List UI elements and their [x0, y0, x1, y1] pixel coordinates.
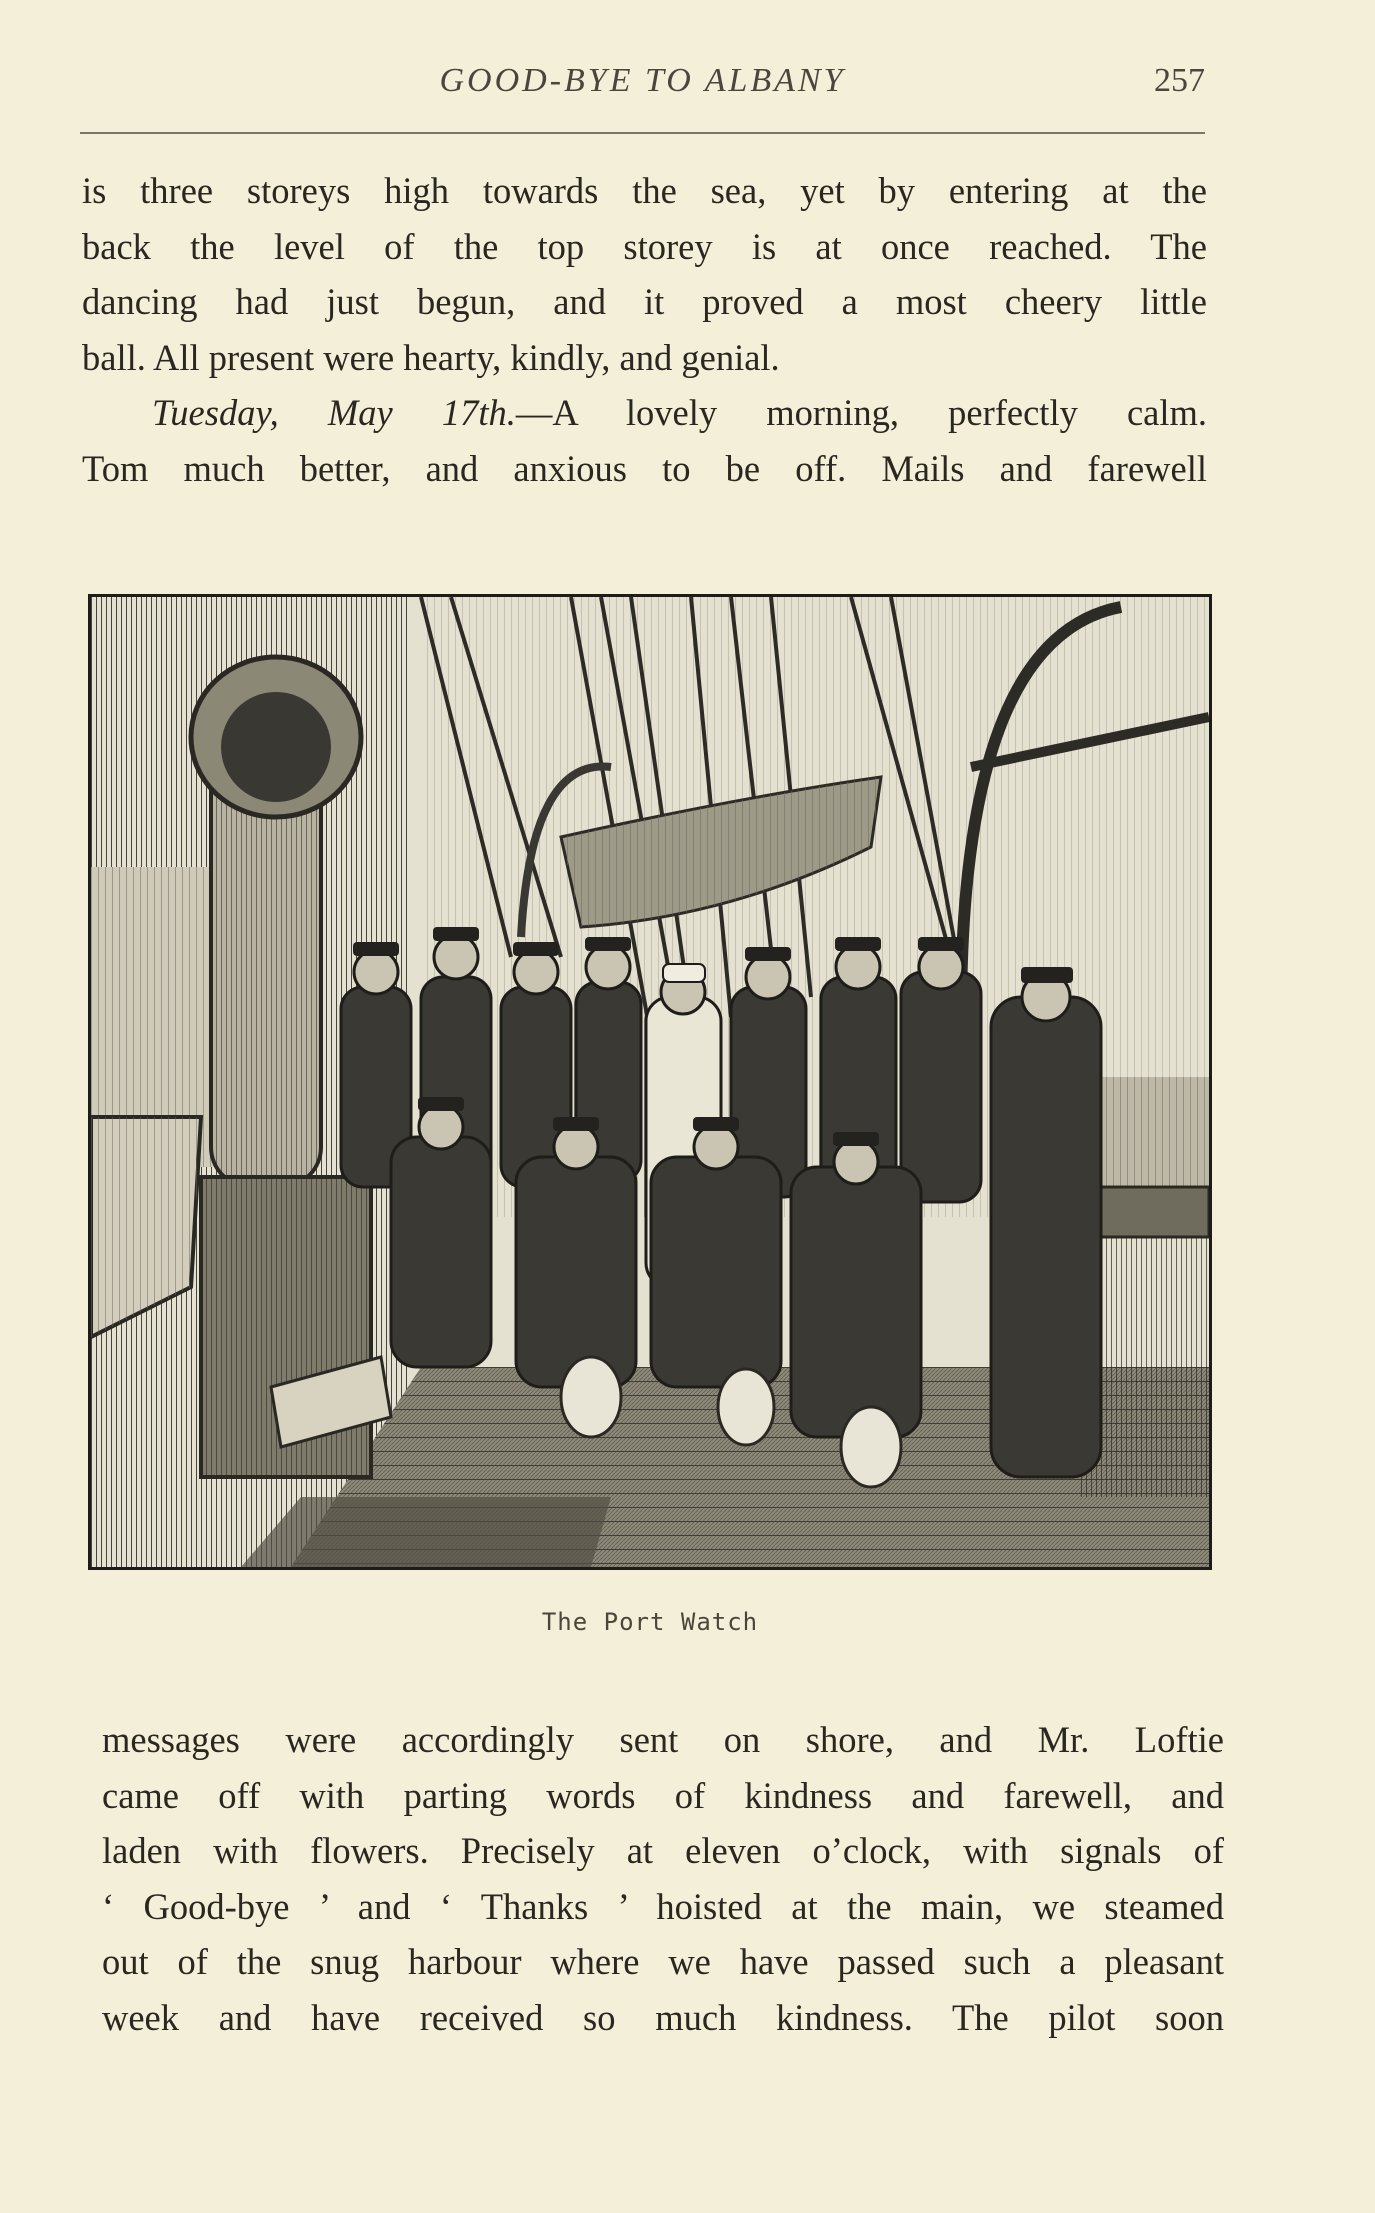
text-line: Tom much better, and anxious to be off. Mails and farewell [82, 447, 1207, 489]
illustration-port-watch [88, 594, 1212, 1570]
text-line: week and have received so much kindness. The pilot soon [102, 1996, 1224, 2038]
running-head [80, 62, 1205, 112]
text-line: is three storeys high towards the sea, yet by entering at the [82, 170, 1207, 211]
engraving-illustration [91, 597, 1209, 1567]
text-line: ball. All present were hearty, kindly, and genial. [82, 336, 780, 378]
paragraph-top [82, 163, 1207, 496]
paragraph-bottom [102, 1712, 1224, 2045]
text-line: messages were accordingly sent on shore, and Mr. Loftie [102, 1719, 1224, 1760]
running-title: GOOD-BYE TO ALBANY [439, 62, 846, 99]
entry-date: Tuesday, May [152, 392, 393, 433]
entry-text: —A lovely morning, perfectly calm. [515, 392, 1207, 433]
text-line: back the level of the top storey is at once reached. The [82, 225, 1207, 267]
text-line: dancing had just begun, and it proved a most cheery little [82, 281, 1207, 322]
text-line: laden with flowers. Precisely at eleven o’clock, with signals of [102, 1830, 1224, 1871]
page-number: 257 [1154, 62, 1205, 99]
figure-caption: The Port Watch [541, 1608, 759, 1636]
text-line: came off with parting words of kindness and farewell, and [102, 1774, 1224, 1816]
entry-date-number: 17th. [441, 392, 516, 433]
text-line: ‘ Good-bye ’ and ‘ Thanks ’ hoisted at the main, we steamed [102, 1885, 1224, 1927]
text-line: out of the snug harbour where we have passed such a pleasant [102, 1941, 1224, 1982]
header-rule [80, 132, 1205, 134]
diary-entry-line [82, 385, 1207, 441]
